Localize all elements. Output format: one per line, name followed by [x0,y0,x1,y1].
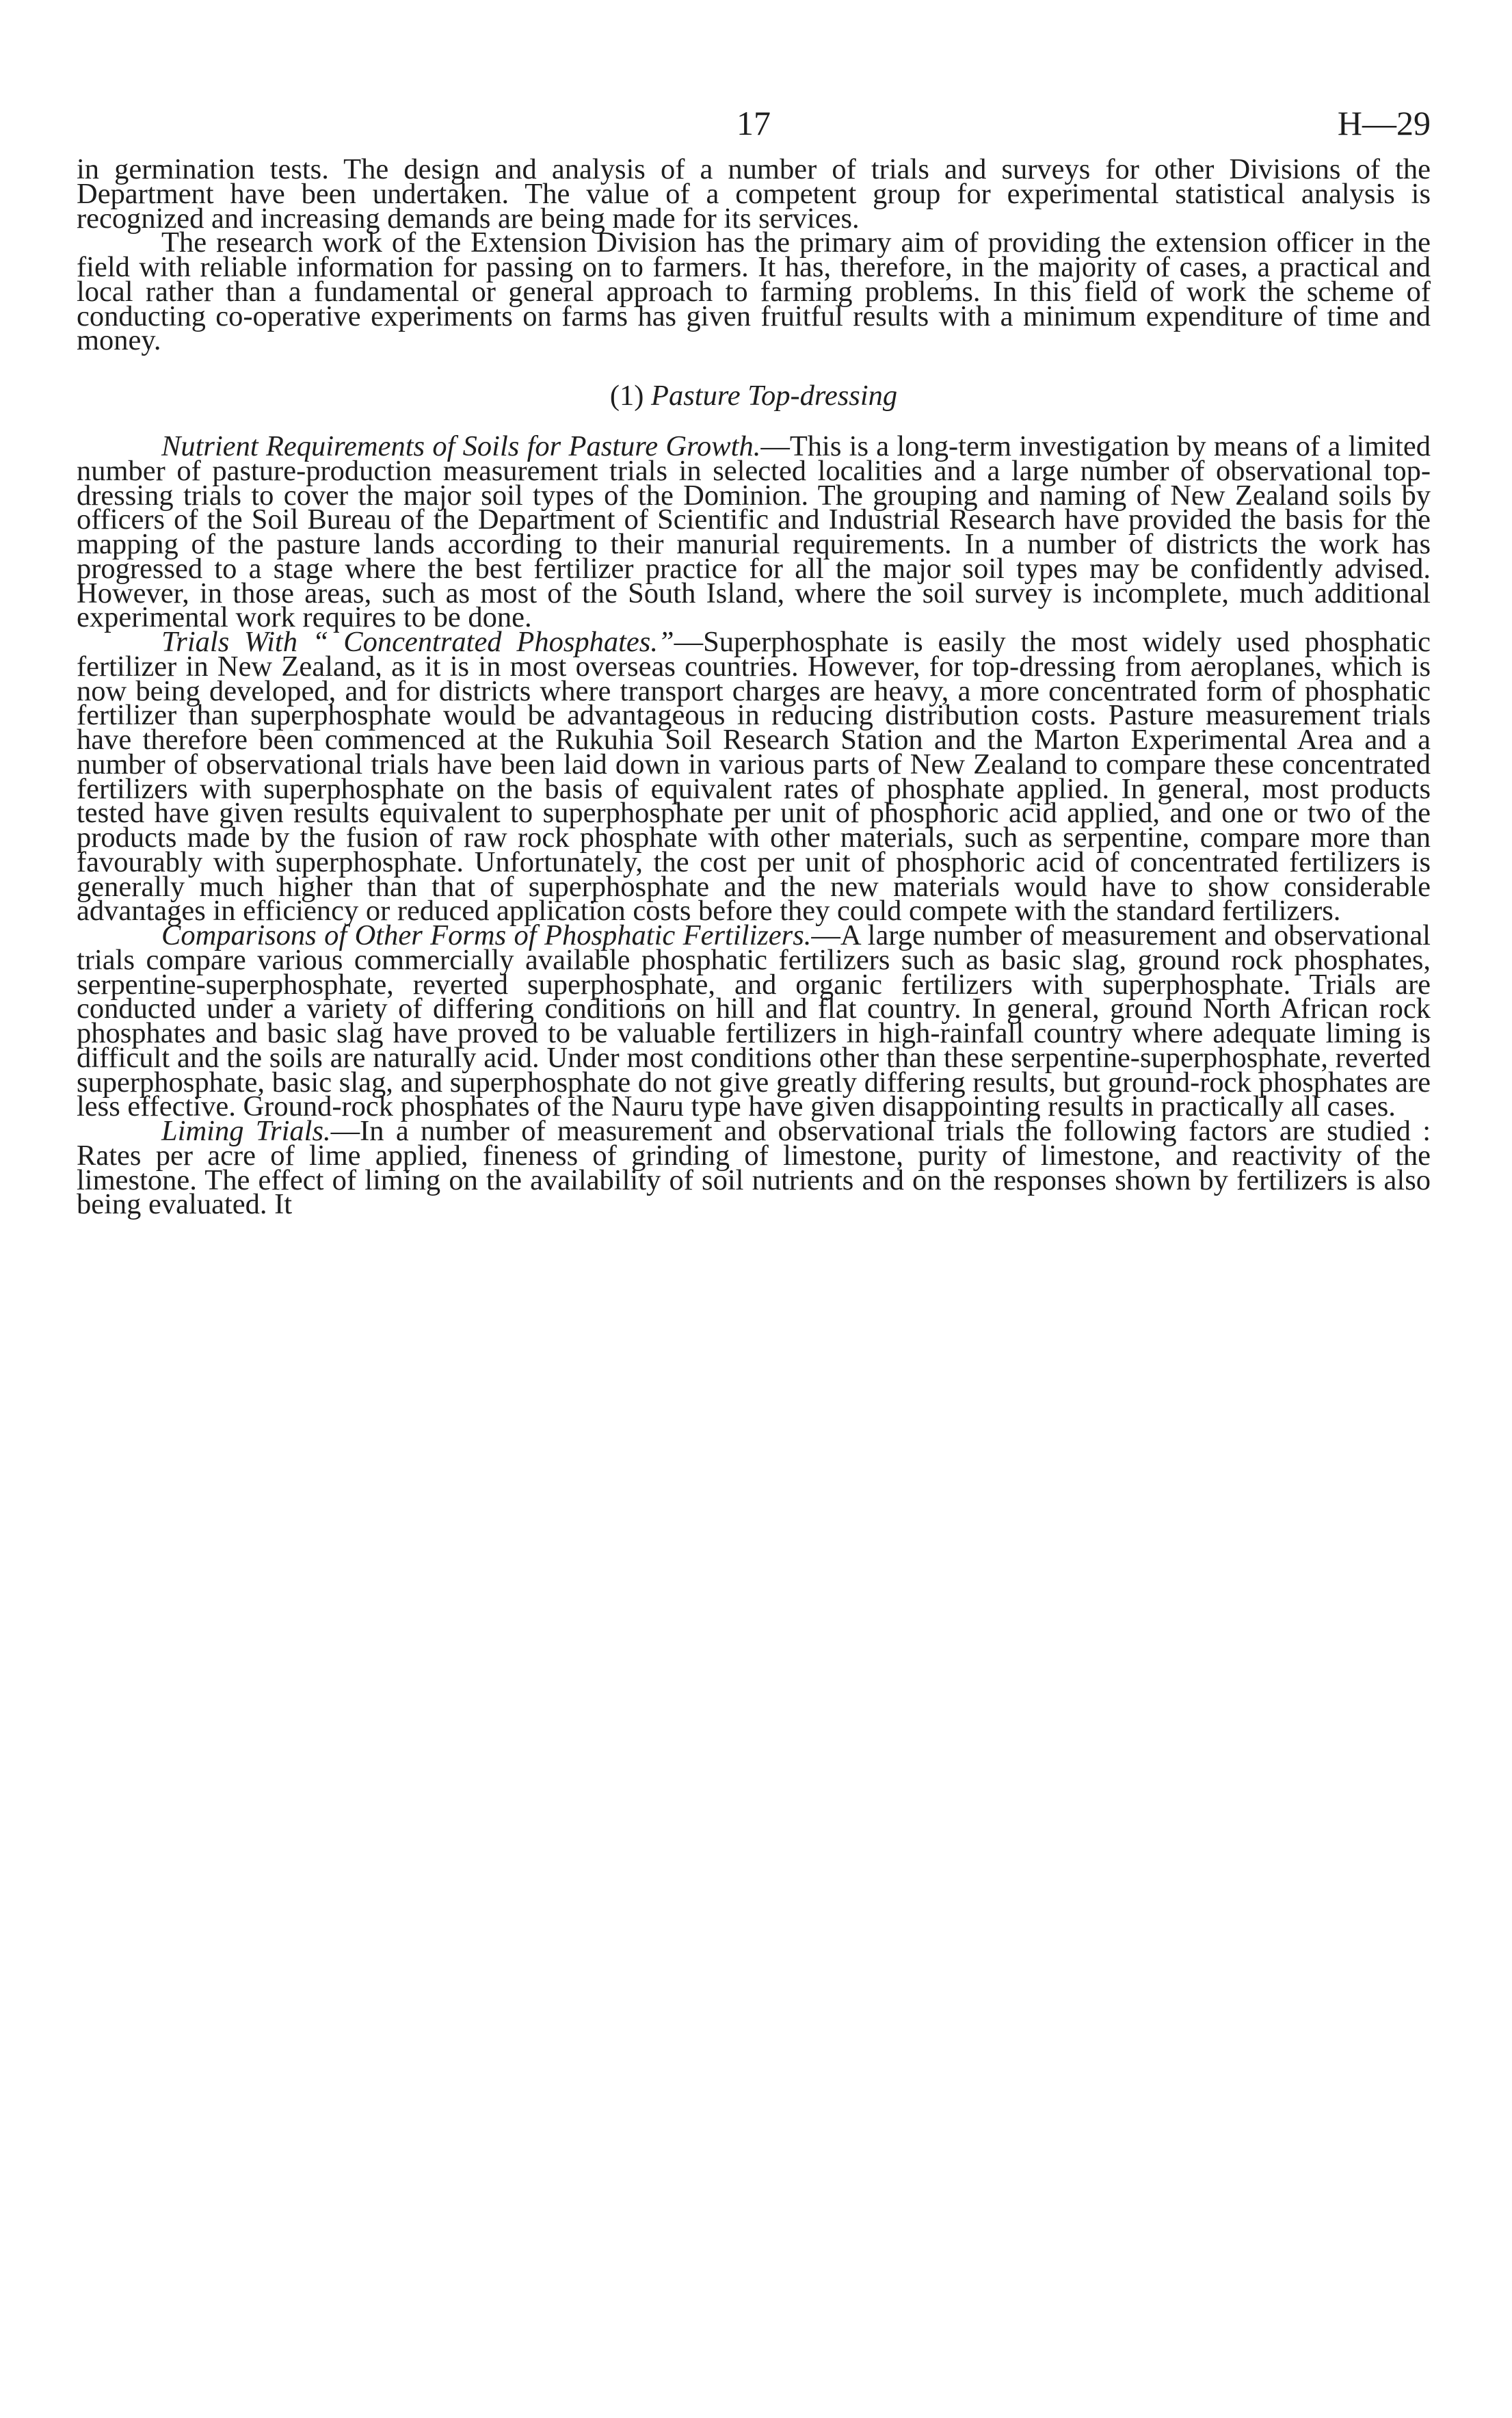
document-page [77,103,1431,1221]
section-title: Pasture Top-dressing [651,380,898,412]
paragraph: The research work of the Extension Division has the primary aim of providing the extension officer in the field with reliable information for passing on to farmers. It has, therefore, in the majority of cases, a practical and local rather than a fundamental or general approach to farming problems. In this field of work the scheme of conducting co-operative experiments on farms has given fruitful results with a minimum expenditure of time and money. [77,226,1431,357]
run-in-heading: Trials With “ Concentrated Phosphates.” [161,626,674,658]
paragraph-text: —In a number of measurement and observational trials the following factors are studied : Rates per acre of lime applied, fineness of grinding of limestone, purity of limestone, and reactivity of the limestone. The effect of liming on the availability of soil nutrients and on the responses shown by fertilizers is also being evaluated. It [77,1115,1431,1221]
paragraph [77,430,1431,634]
section-heading [77,381,1431,411]
section-number: (1) [609,380,644,412]
document-reference: H—29 [1337,104,1431,142]
paragraph [77,919,1431,1123]
page-header [77,103,1431,157]
run-in-heading: Comparisons of Other Forms of Phosphatic Fertilizers. [161,919,812,951]
paragraph-text: —Superphosphate is easily the most widely used phosphatic fertilizer in New Zealand, as it is in most overseas countries. However, for top-dressing from aeroplanes, which is now being developed, and for districts where transport charges are heavy, a more concentrated form of phosphatic fertilizer than superphosphate would be advantageous in reducing distribution costs. Pasture measurement trials have therefore been commenced at the Rukuhia Soil Research Station and the Marton Experimental Area and a number of observational trials have been laid down in various parts of New Zealand to compare these concentrated fertilizers with superphosphate on the basis of equivalent rates of phosphate applied. In general, most products tested have given results equivalent to superphosphate per unit of phosphoric acid applied, and one or two of the products made by the fusion of raw rock phosphate with other materials, such as serpentine, compare more than favourably with superphosphate. Unfortunately, the cost per unit of phosphoric acid of concentrated fertilizers is generally much higher than that of superphosphate and the new materials would have to show considerable advantages in efficiency or reduced application costs before they could compete with the standard fertilizers. [77,626,1431,928]
page-body [77,153,1431,1221]
run-in-heading: Nutrient Requirements of Soils for Pasture Growth. [161,430,761,462]
run-in-heading: Liming Trials. [161,1115,331,1147]
paragraph [77,626,1431,928]
page-number: 17 [737,104,771,142]
paragraph-text: —This is a long-term investigation by means of a limited number of pasture-production measurement trials in selected localities and a large number of observational top-dressing trials to cover the major soil types of the Dominion. The grouping and naming of New Zealand soils by officers of the Soil Bureau of the Department of Scientific and Industrial Research have provided the basis for the mapping of the pasture lands according to their manurial requirements. In a number of districts the work has progressed to a stage where the best fertilizer practice for all the major soil types may be confidently advised. However, in those areas, such as most of the South Island, where the soil survey is incomplete, much additional experimental work requires to be done. [77,430,1431,634]
paragraph-text: —A large number of measurement and observational trials compare various commercially available phosphatic fertilizers such as basic slag, ground rock phosphates, serpentine-superphosphate, reverted superphosphate, and organic fertilizers with superphosphate. Trials are conducted under a variety of differing conditions on hill and flat country. In general, ground North African rock phosphates and basic slag have proved to be valuable fertilizers in high-rainfall country where adequate liming is difficult and the soils are naturally acid. Under most conditions other than these serpentine-superphosphate, reverted superphosphate, basic slag, and superphosphate do not give greatly differing results, but ground-rock phosphates are less effective. Ground-rock phosphates of the Nauru type have given disappointing results in practically all cases. [77,919,1431,1123]
paragraph: in germination tests. The design and analysis of a number of trials and surveys for other Divisions of the Department have been undertaken. The value of a competent group for experimental statistical analysis is recognized and increasing demands are being made for its services. [77,153,1431,235]
paragraph [77,1115,1431,1221]
